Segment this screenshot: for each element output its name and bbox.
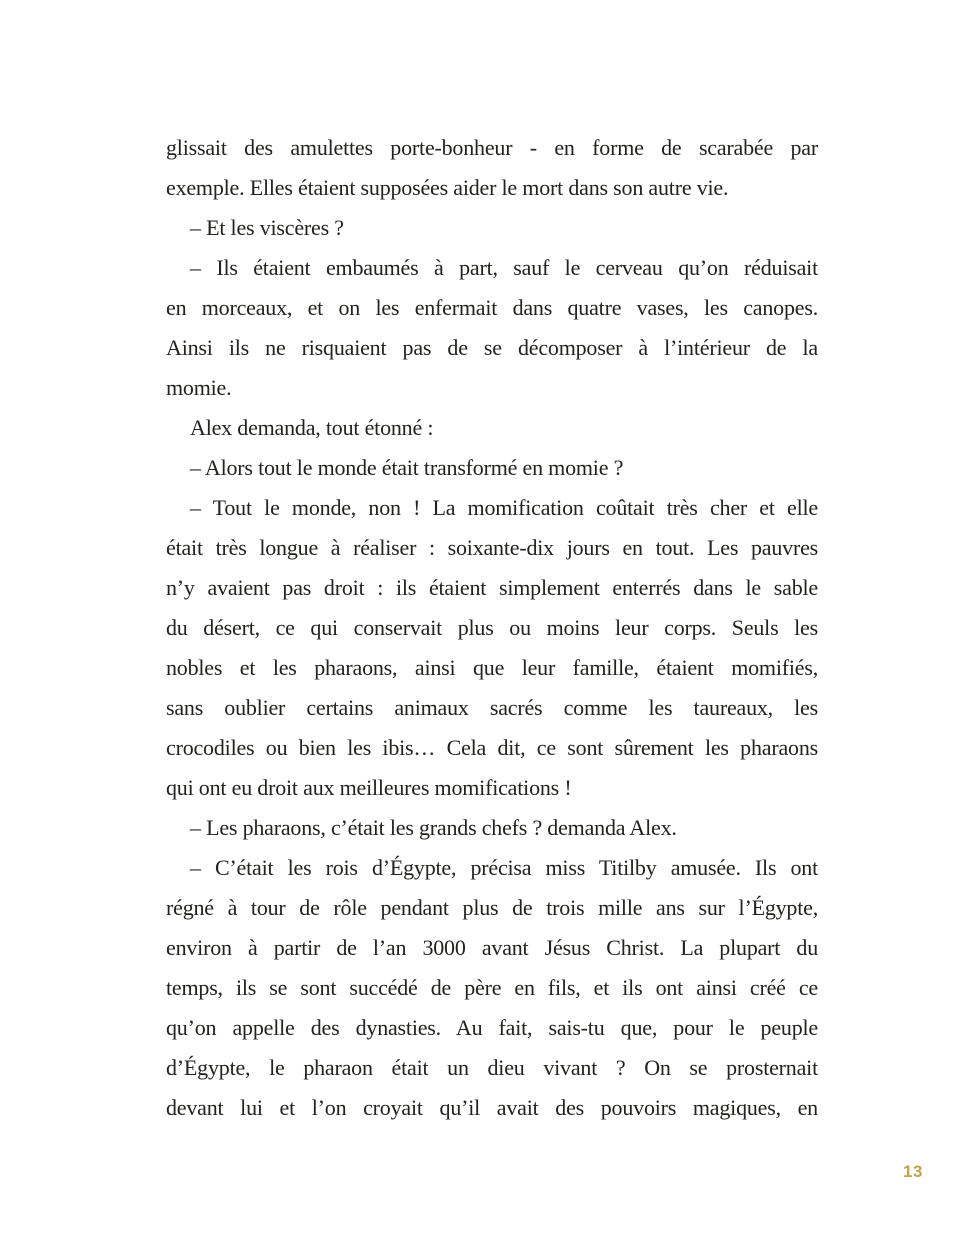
text-line: régné à tour de rôle pendant plus de trois mille ans sur l’Égypte,: [166, 895, 818, 920]
body-text: [166, 128, 818, 1128]
text-line: crocodiles ou bien les ibis… Cela dit, ce sont sûrement les pharaons: [166, 735, 818, 760]
text-line: devant lui et l’on croyait qu’il avait des pouvoirs magiques, en: [166, 1095, 818, 1120]
text-line: environ à partir de l’an 3000 avant Jésus Christ. La plupart du: [166, 935, 818, 960]
text-line: Ainsi ils ne risquaient pas de se décomposer à l’intérieur de la: [166, 335, 818, 360]
text-line: exemple. Elles étaient supposées aider le mort dans son autre vie.: [166, 175, 729, 200]
text-line: qui ont eu droit aux meilleures momifications !: [166, 775, 572, 800]
text-line: – C’était les rois d’Égypte, précisa miss Titilby amusée. Ils ont: [190, 855, 818, 880]
text-line: – Les pharaons, c’était les grands chefs ? demanda Alex.: [190, 815, 677, 840]
text-line: qu’on appelle des dynasties. Au fait, sais-tu que, pour le peuple: [166, 1015, 818, 1040]
text-line: du désert, ce qui conservait plus ou moins leur corps. Seuls les: [166, 615, 818, 640]
text-line: temps, ils se sont succédé de père en fils, et ils ont ainsi créé ce: [166, 975, 818, 1000]
text-line: n’y avaient pas droit : ils étaient simplement enterrés dans le sable: [166, 575, 818, 600]
text-line: en morceaux, et on les enfermait dans quatre vases, les canopes.: [166, 295, 818, 320]
text-line: momie.: [166, 375, 232, 400]
page-number: 13: [903, 1162, 923, 1181]
text-line: – Alors tout le monde était transformé en momie ?: [190, 455, 624, 480]
text-line: glissait des amulettes porte-bonheur - en forme de scarabée par: [166, 135, 818, 160]
text-line: – Tout le monde, non ! La momification coûtait très cher et elle: [190, 495, 818, 520]
text-line: était très longue à réaliser : soixante-dix jours en tout. Les pauvres: [166, 535, 818, 560]
text-line: sans oublier certains animaux sacrés comme les taureaux, les: [166, 695, 818, 720]
text-line: Alex demanda, tout étonné :: [190, 415, 434, 440]
text-line: – Ils étaient embaumés à part, sauf le cerveau qu’on réduisait: [190, 255, 818, 280]
text-line: – Et les viscères ?: [190, 215, 344, 240]
text-line: d’Égypte, le pharaon était un dieu vivant ? On se prosternait: [166, 1055, 818, 1080]
text-line: nobles et les pharaons, ainsi que leur famille, étaient momifiés,: [166, 655, 818, 680]
